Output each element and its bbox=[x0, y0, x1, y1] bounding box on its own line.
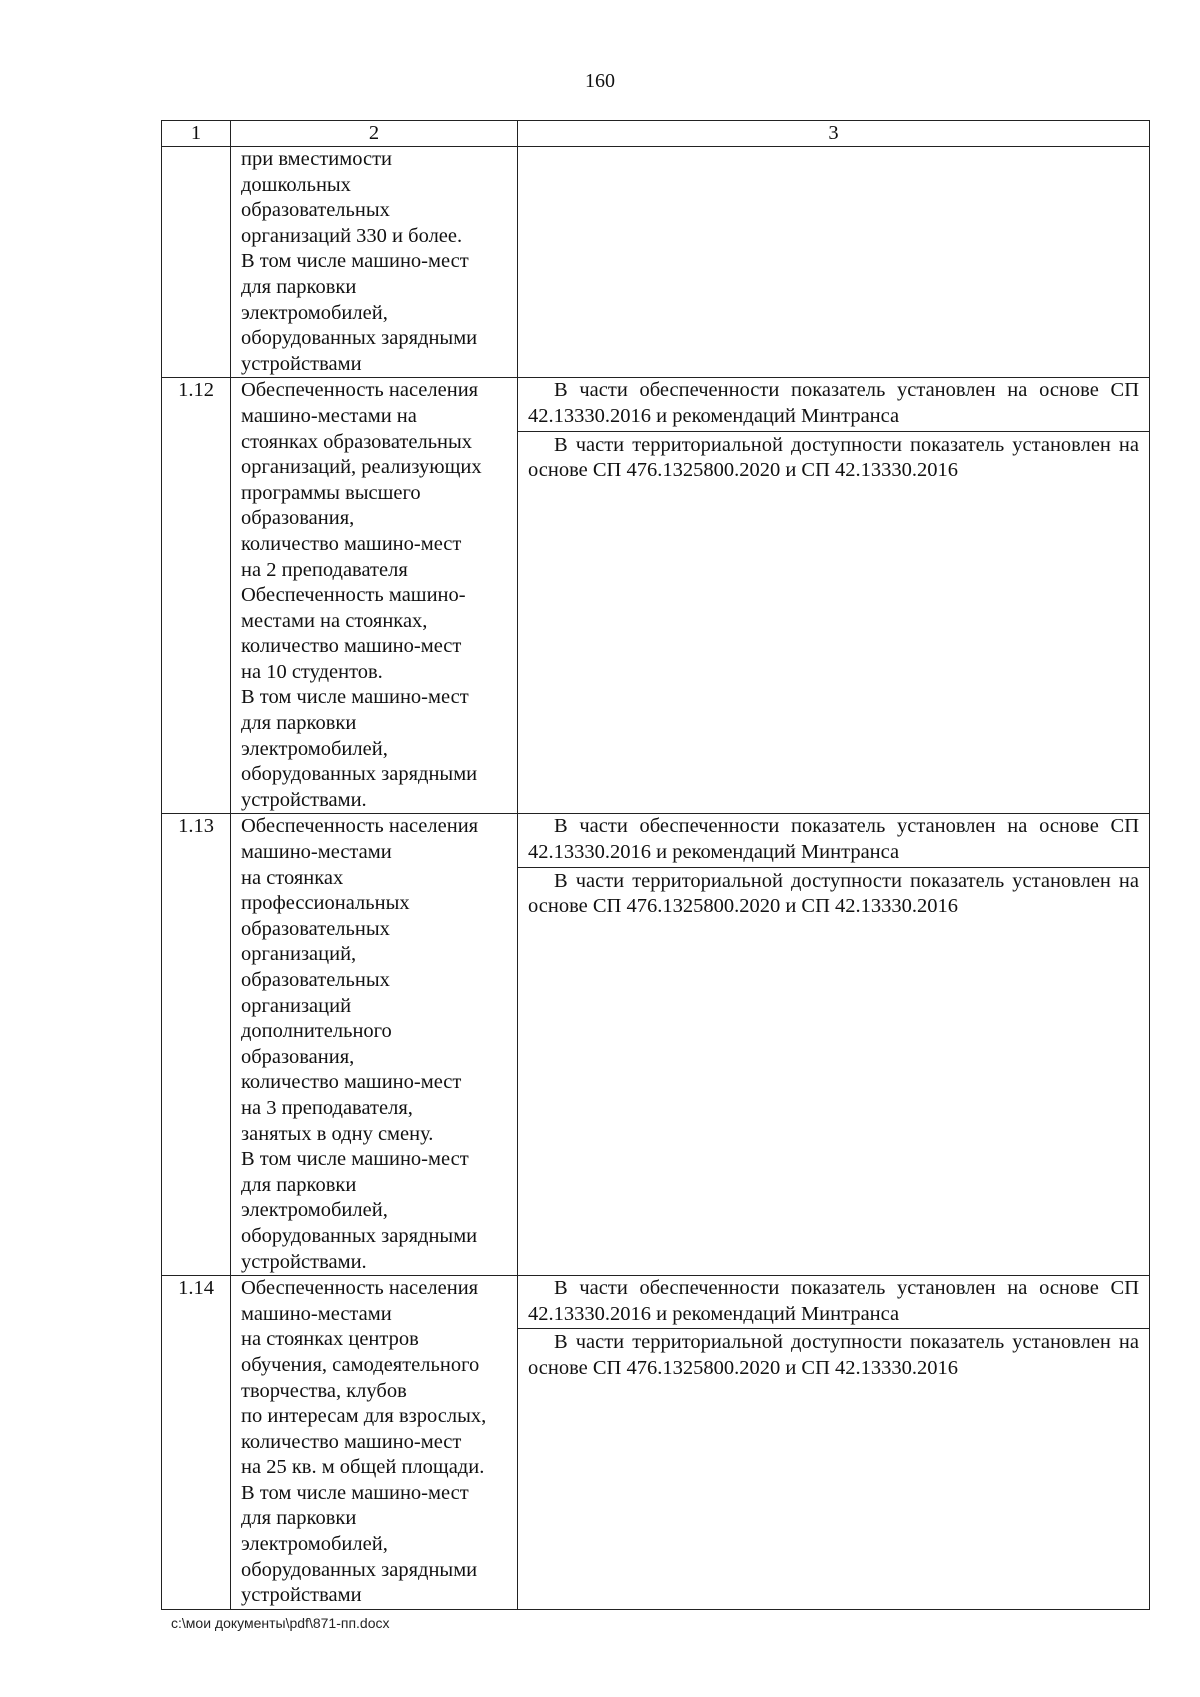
row-basis-cell bbox=[518, 814, 1150, 1276]
table-row bbox=[162, 378, 1150, 814]
row-number: 1.12 bbox=[162, 378, 231, 814]
row-basis-cell bbox=[518, 147, 1150, 378]
basis-provision-text: В части обеспеченности показатель установлен на основе СП 42.13330.2016 и рекомендаций Минтранса bbox=[528, 815, 1139, 864]
table-row bbox=[162, 1276, 1150, 1610]
basis-provision-text: В части обеспеченности показатель установлен на основе СП 42.13330.2016 и рекомендаций Минтранса bbox=[528, 1277, 1139, 1325]
row-description: при вместимости дошкольных образовательных организаций 330 и более. В том числе машино-мест для парковки электромобилей, оборудованных зарядными устройствами bbox=[231, 147, 518, 378]
indicators-table bbox=[161, 120, 1150, 1610]
basis-accessibility-text: В части территориальной доступности показатель установлен на основе СП 476.1325800.2020 и СП 42.13330.2016 bbox=[518, 1328, 1149, 1382]
column-header-3: 3 bbox=[518, 121, 1150, 147]
column-header-1: 1 bbox=[162, 121, 231, 147]
footer-file-path: c:\мои документы\pdf\871-пп.docx bbox=[171, 1615, 390, 1631]
row-number: 1.14 bbox=[162, 1276, 231, 1610]
table-row bbox=[162, 814, 1150, 1276]
row-description: Обеспеченность населения машино-местами на стоянках образовательных организаций, реализующих программы высшего образования, количество машино-мест на 2 преподавателя Обеспеченность машино- местами на стоянках, количество машино-мест на 10 студентов. В том числе машино-мест для парковки электромобилей, оборудованных зарядными устройствами. bbox=[231, 378, 518, 814]
row-basis-cell bbox=[518, 1276, 1150, 1610]
row-description: Обеспеченность населения машино-местами на стоянках центров обучения, самодеятельного творчества, клубов по интересам для взрослых, количество машино-мест на 25 кв. м общей площади. В том числе машино-мест для парковки электромобилей, оборудованных зарядными устройствами bbox=[231, 1276, 518, 1610]
column-header-2: 2 bbox=[231, 121, 518, 147]
row-number: 1.13 bbox=[162, 814, 231, 1276]
row-number bbox=[162, 147, 231, 378]
basis-accessibility-text: В части территориальной доступности показатель установлен на основе СП 476.1325800.2020 и СП 42.13330.2016 bbox=[518, 867, 1149, 921]
table-header-row bbox=[162, 121, 1150, 147]
basis-accessibility-text: В части территориальной доступности показатель установлен на основе СП 476.1325800.2020 и СП 42.13330.2016 bbox=[518, 431, 1149, 485]
basis-provision-text: В части обеспеченности показатель установлен на основе СП 42.13330.2016 и рекомендаций Минтранса bbox=[528, 379, 1139, 427]
row-description: Обеспеченность населения машино-местами на стоянках профессиональных образовательных организаций, образовательных организаций дополнительного образования, количество машино-мест на 3 преподавателя, занятых в одну смену. В том числе машино-мест для парковки электромобилей, оборудованных зарядными устройствами. bbox=[231, 814, 518, 1276]
table-row bbox=[162, 147, 1150, 378]
row-basis-cell bbox=[518, 378, 1150, 814]
page-number: 160 bbox=[585, 70, 615, 92]
